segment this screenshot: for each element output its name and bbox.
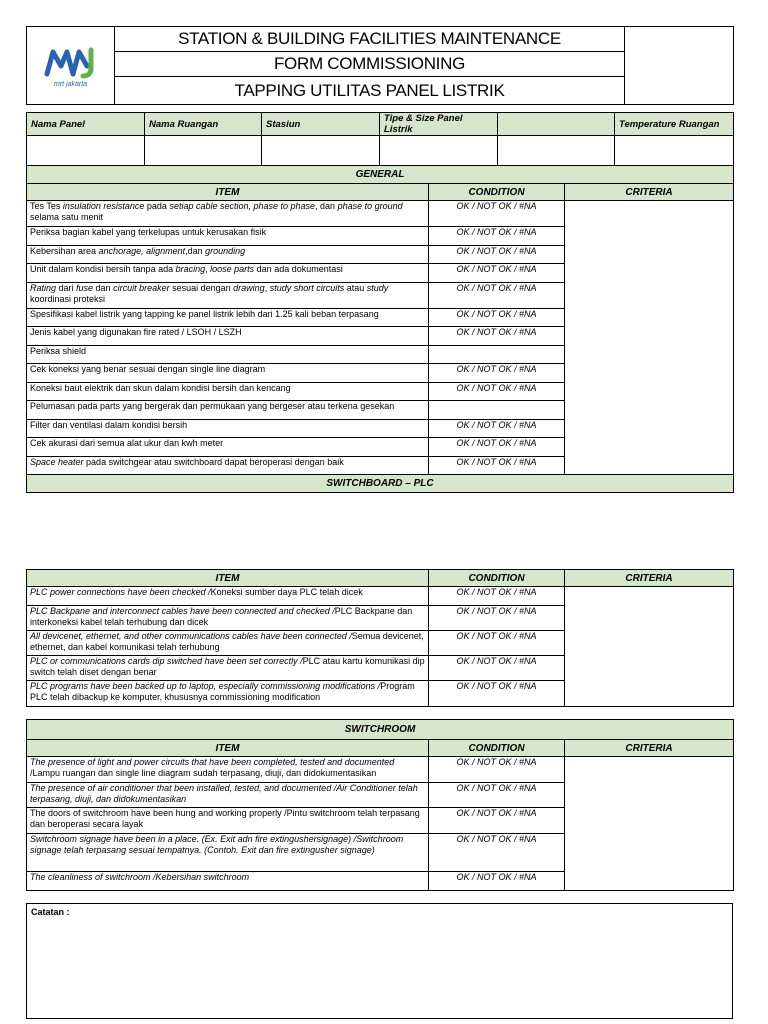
condition-cell[interactable]: OK / NOT OK / #NA <box>429 834 565 872</box>
item-text: Rating dari fuse dan circuit breaker sesuai dengan drawing, study short circuits atau study koordinasi proteksi <box>27 283 429 309</box>
plc-table <box>26 569 734 707</box>
criteria-cell[interactable] <box>565 201 734 475</box>
condition-cell[interactable]: OK / NOT OK / #NA <box>429 327 565 346</box>
item-text: The presence of air conditioner that been installed, tested, and documented /Air Conditioner telah terpasang, diuji, dan didokumentasikan <box>27 783 429 808</box>
condition-cell[interactable]: OK / NOT OK / #NA <box>429 631 565 656</box>
col-item: ITEM <box>27 740 429 757</box>
col-criteria: CRITERIA <box>565 570 734 587</box>
title-line-2: FORM COMMISSIONING <box>115 52 625 77</box>
condition-cell[interactable]: OK / NOT OK / #NA <box>429 364 565 383</box>
table-row <box>27 201 734 227</box>
col-item: ITEM <box>27 184 429 201</box>
section-title-switchroom: SWITCHROOM <box>27 720 734 740</box>
condition-cell[interactable]: OK / NOT OK / #NA <box>429 438 565 457</box>
item-text: Cek akurasi dari semua alat ukur dan kwh meter <box>27 438 429 457</box>
general-table <box>26 165 734 493</box>
col-condition: CONDITION <box>429 570 565 587</box>
item-text: All devicenet, ethernet, and other communications cables have been connected /Semua devicenet, ethernet, dan kabel komunikasi telah terhubung <box>27 631 429 656</box>
title-line-1: STATION & BUILDING FACILITIES MAINTENANCE <box>115 27 625 52</box>
item-text: Jenis kabel yang digunakan fire rated / LSOH / LSZH <box>27 327 429 346</box>
header-right-blank <box>625 27 734 105</box>
col-condition: CONDITION <box>429 184 565 201</box>
item-text: PLC power connections have been checked /Koneksi sumber daya PLC telah dicek <box>27 587 429 606</box>
condition-cell[interactable] <box>429 346 565 364</box>
condition-cell[interactable]: OK / NOT OK / #NA <box>429 757 565 783</box>
table-row <box>27 587 734 606</box>
condition-cell[interactable]: OK / NOT OK / #NA <box>429 309 565 327</box>
item-text: Pelumasan pada parts yang bergerak dan permukaan yang bergeser atau terkena gesekan <box>27 401 429 420</box>
logo-text: mrt jakarta <box>53 80 88 88</box>
notes-label: Catatan : <box>31 907 70 917</box>
condition-cell[interactable]: OK / NOT OK / #NA <box>429 264 565 283</box>
condition-cell[interactable]: OK / NOT OK / #NA <box>429 808 565 834</box>
item-text: The cleanliness of switchroom /Kebersihan switchroom <box>27 872 429 891</box>
table-row <box>27 757 734 783</box>
panel-info-header <box>27 113 734 136</box>
col-condition: CONDITION <box>429 740 565 757</box>
condition-cell[interactable]: OK / NOT OK / #NA <box>429 606 565 631</box>
item-text: PLC Backpane and interconnect cables have been connected and checked /PLC Backpane dan interkoneksi kabel telah terhubung dan dicek <box>27 606 429 631</box>
condition-cell[interactable]: OK / NOT OK / #NA <box>429 283 565 309</box>
switchroom-table <box>26 719 734 891</box>
condition-cell[interactable]: OK / NOT OK / #NA <box>429 872 565 891</box>
condition-cell[interactable]: OK / NOT OK / #NA <box>429 227 565 246</box>
item-text: Cek koneksi yang benar sesuai dengan single line diagram <box>27 364 429 383</box>
item-text: Periksa shield <box>27 346 429 364</box>
item-text: PLC or communications cards dip switched have been set correctly /PLC atau kartu komunikasi dip switch telah diset dengan benar <box>27 656 429 681</box>
condition-cell[interactable]: OK / NOT OK / #NA <box>429 383 565 401</box>
item-text: Periksa bagian kabel yang terkelupas untuk kerusakan fisik <box>27 227 429 246</box>
item-text: PLC programs have been backed up to laptop, especially commissioning modifications /Program PLC telah dibackup ke komputer, khususnya commissioning modification <box>27 681 429 707</box>
form-header <box>26 26 734 105</box>
label-tipe-size: Tipe & Size Panel Listrik <box>380 113 498 136</box>
title-line-3: TAPPING UTILITAS PANEL LISTRIK <box>115 77 625 105</box>
item-text: Spesifikasi kabel listrik yang tapping ke panel listrik lebih dari 1.25 kali beban terpasang <box>27 309 429 327</box>
condition-cell[interactable]: OK / NOT OK / #NA <box>429 246 565 264</box>
label-stasiun: Stasiun <box>262 113 380 136</box>
condition-cell[interactable]: OK / NOT OK / #NA <box>429 681 565 707</box>
criteria-cell[interactable] <box>565 757 734 891</box>
item-text: Tes Tes insulation resistance pada setiap cable section, phase to phase, dan phase to ground selama satu menit <box>27 201 429 227</box>
criteria-cell[interactable] <box>565 587 734 707</box>
col-criteria: CRITERIA <box>565 184 734 201</box>
col-criteria: CRITERIA <box>565 740 734 757</box>
section-title-switchboard-plc: SWITCHBOARD – PLC <box>27 475 734 493</box>
mrt-logo-icon <box>43 44 99 80</box>
label-blank <box>498 113 615 136</box>
item-text: The presence of light and power circuits that have been completed, tested and documented /Lampu ruangan dan single line diagram sudah terpasang, diuji, dan didokumentasikan <box>27 757 429 783</box>
condition-cell[interactable]: OK / NOT OK / #NA <box>429 783 565 808</box>
item-text: Filter dan ventilasi dalam kondisi bersih <box>27 420 429 438</box>
item-text: Space heater pada switchgear atau switchboard dapat beroperasi dengan baik <box>27 457 429 475</box>
item-text: Unit dalam kondisi bersih tanpa ada bracing, loose parts dan ada dokumentasi <box>27 264 429 283</box>
label-temperature: Temperature Ruangan <box>615 113 734 136</box>
item-text: Switchroom signage have been in a place. (Ex. Exit adn fire extingushersignage) /Switchroom signage telah terpasang sesuai tempatnya. (Contoh. Exit dan fire extingusher signage) <box>27 834 429 872</box>
notes-field[interactable] <box>27 904 733 1019</box>
logo-cell <box>27 27 115 105</box>
condition-cell[interactable]: OK / NOT OK / #NA <box>429 201 565 227</box>
col-item: ITEM <box>27 570 429 587</box>
item-text: Kebersihan area anchorage, alignment,dan grounding <box>27 246 429 264</box>
section-title-general: GENERAL <box>27 166 734 184</box>
label-nama-panel: Nama Panel <box>27 113 145 136</box>
mrt-logo <box>30 44 111 88</box>
notes-table <box>26 903 733 1019</box>
item-text: The doors of switchroom have been hung and working properly /Pintu switchroom telah terpasang dan beroperasi secara layak <box>27 808 429 834</box>
condition-cell[interactable]: OK / NOT OK / #NA <box>429 457 565 475</box>
condition-cell[interactable]: OK / NOT OK / #NA <box>429 656 565 681</box>
condition-cell[interactable]: OK / NOT OK / #NA <box>429 420 565 438</box>
label-nama-ruangan: Nama Ruangan <box>145 113 262 136</box>
item-text: Koneksi baut elektrik dan skun dalam kondisi bersih dan kencang <box>27 383 429 401</box>
condition-cell[interactable]: OK / NOT OK / #NA <box>429 587 565 606</box>
condition-cell[interactable] <box>429 401 565 420</box>
